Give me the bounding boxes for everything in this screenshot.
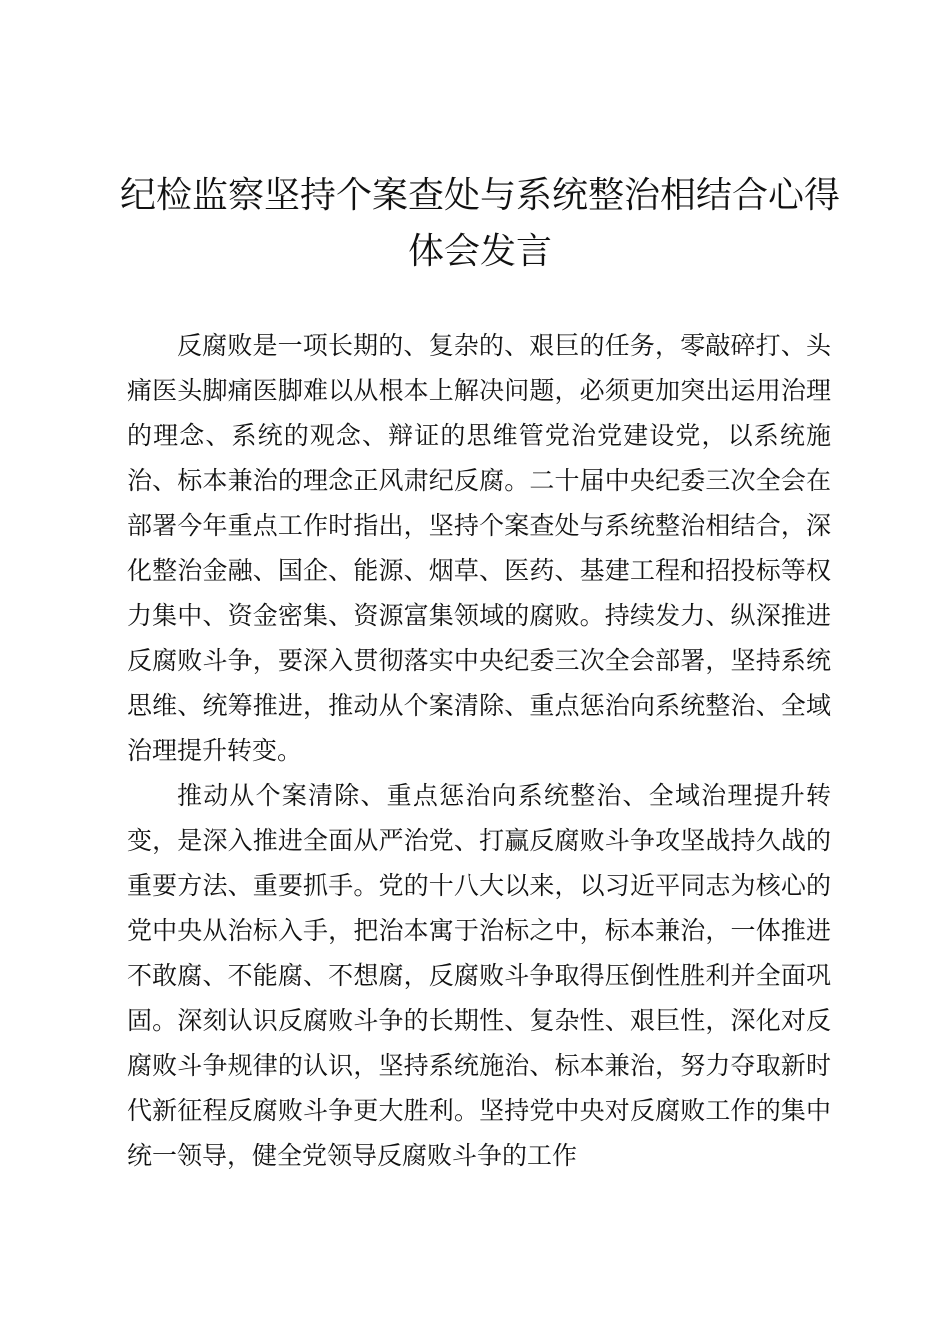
paragraph-1: 反腐败是一项长期的、复杂的、艰巨的任务，零敲碎打、头痛医头脚痛医脚难以从根本上解决问题，必须更加突出运用治理的理念、系统的观念、辩证的思维管党治党建设党，以系统施治、标本兼治的理念正风肃纪反腐。二十届中央纪委三次全会在部署今年重点工作时指出，坚持个案查处与系统整治相结合，深化整治金融、国企、能源、烟草、医药、基建工程和招投标等权力集中、资金密集、资源富集领域的腐败。持续发力、纵深推进反腐败斗争，要深入贯彻落实中央纪委三次全会部署，坚持系统思维、统筹推进，推动从个案清除、重点惩治向系统整治、全域治理提升转变。 [127, 331, 831, 765]
paragraph-2: 推动从个案清除、重点惩治向系统整治、全域治理提升转变，是深入推进全面从严治党、打赢反腐败斗争攻坚战持久战的重要方法、重要抓手。党的十八大以来，以习近平同志为核心的党中央从治标入手，把治本寓于治标之中，标本兼治，一体推进不敢腐、不能腐、不想腐，反腐败斗争取得压倒性胜利并全面巩固。深刻认识反腐败斗争的长期性、复杂性、艰巨性，深化对反腐败斗争规律的认识，坚持系统施治、标本兼治，努力夺取新时代新征程反腐败斗争更大胜利。坚持党中央对反腐败工作的集中统一领导，健全党领导反腐败斗争的工作 [127, 781, 831, 1170]
document-body [127, 323, 831, 1178]
document-title: 纪检监察坚持个案查处与系统整治相结合心得体会发言 [119, 175, 840, 272]
